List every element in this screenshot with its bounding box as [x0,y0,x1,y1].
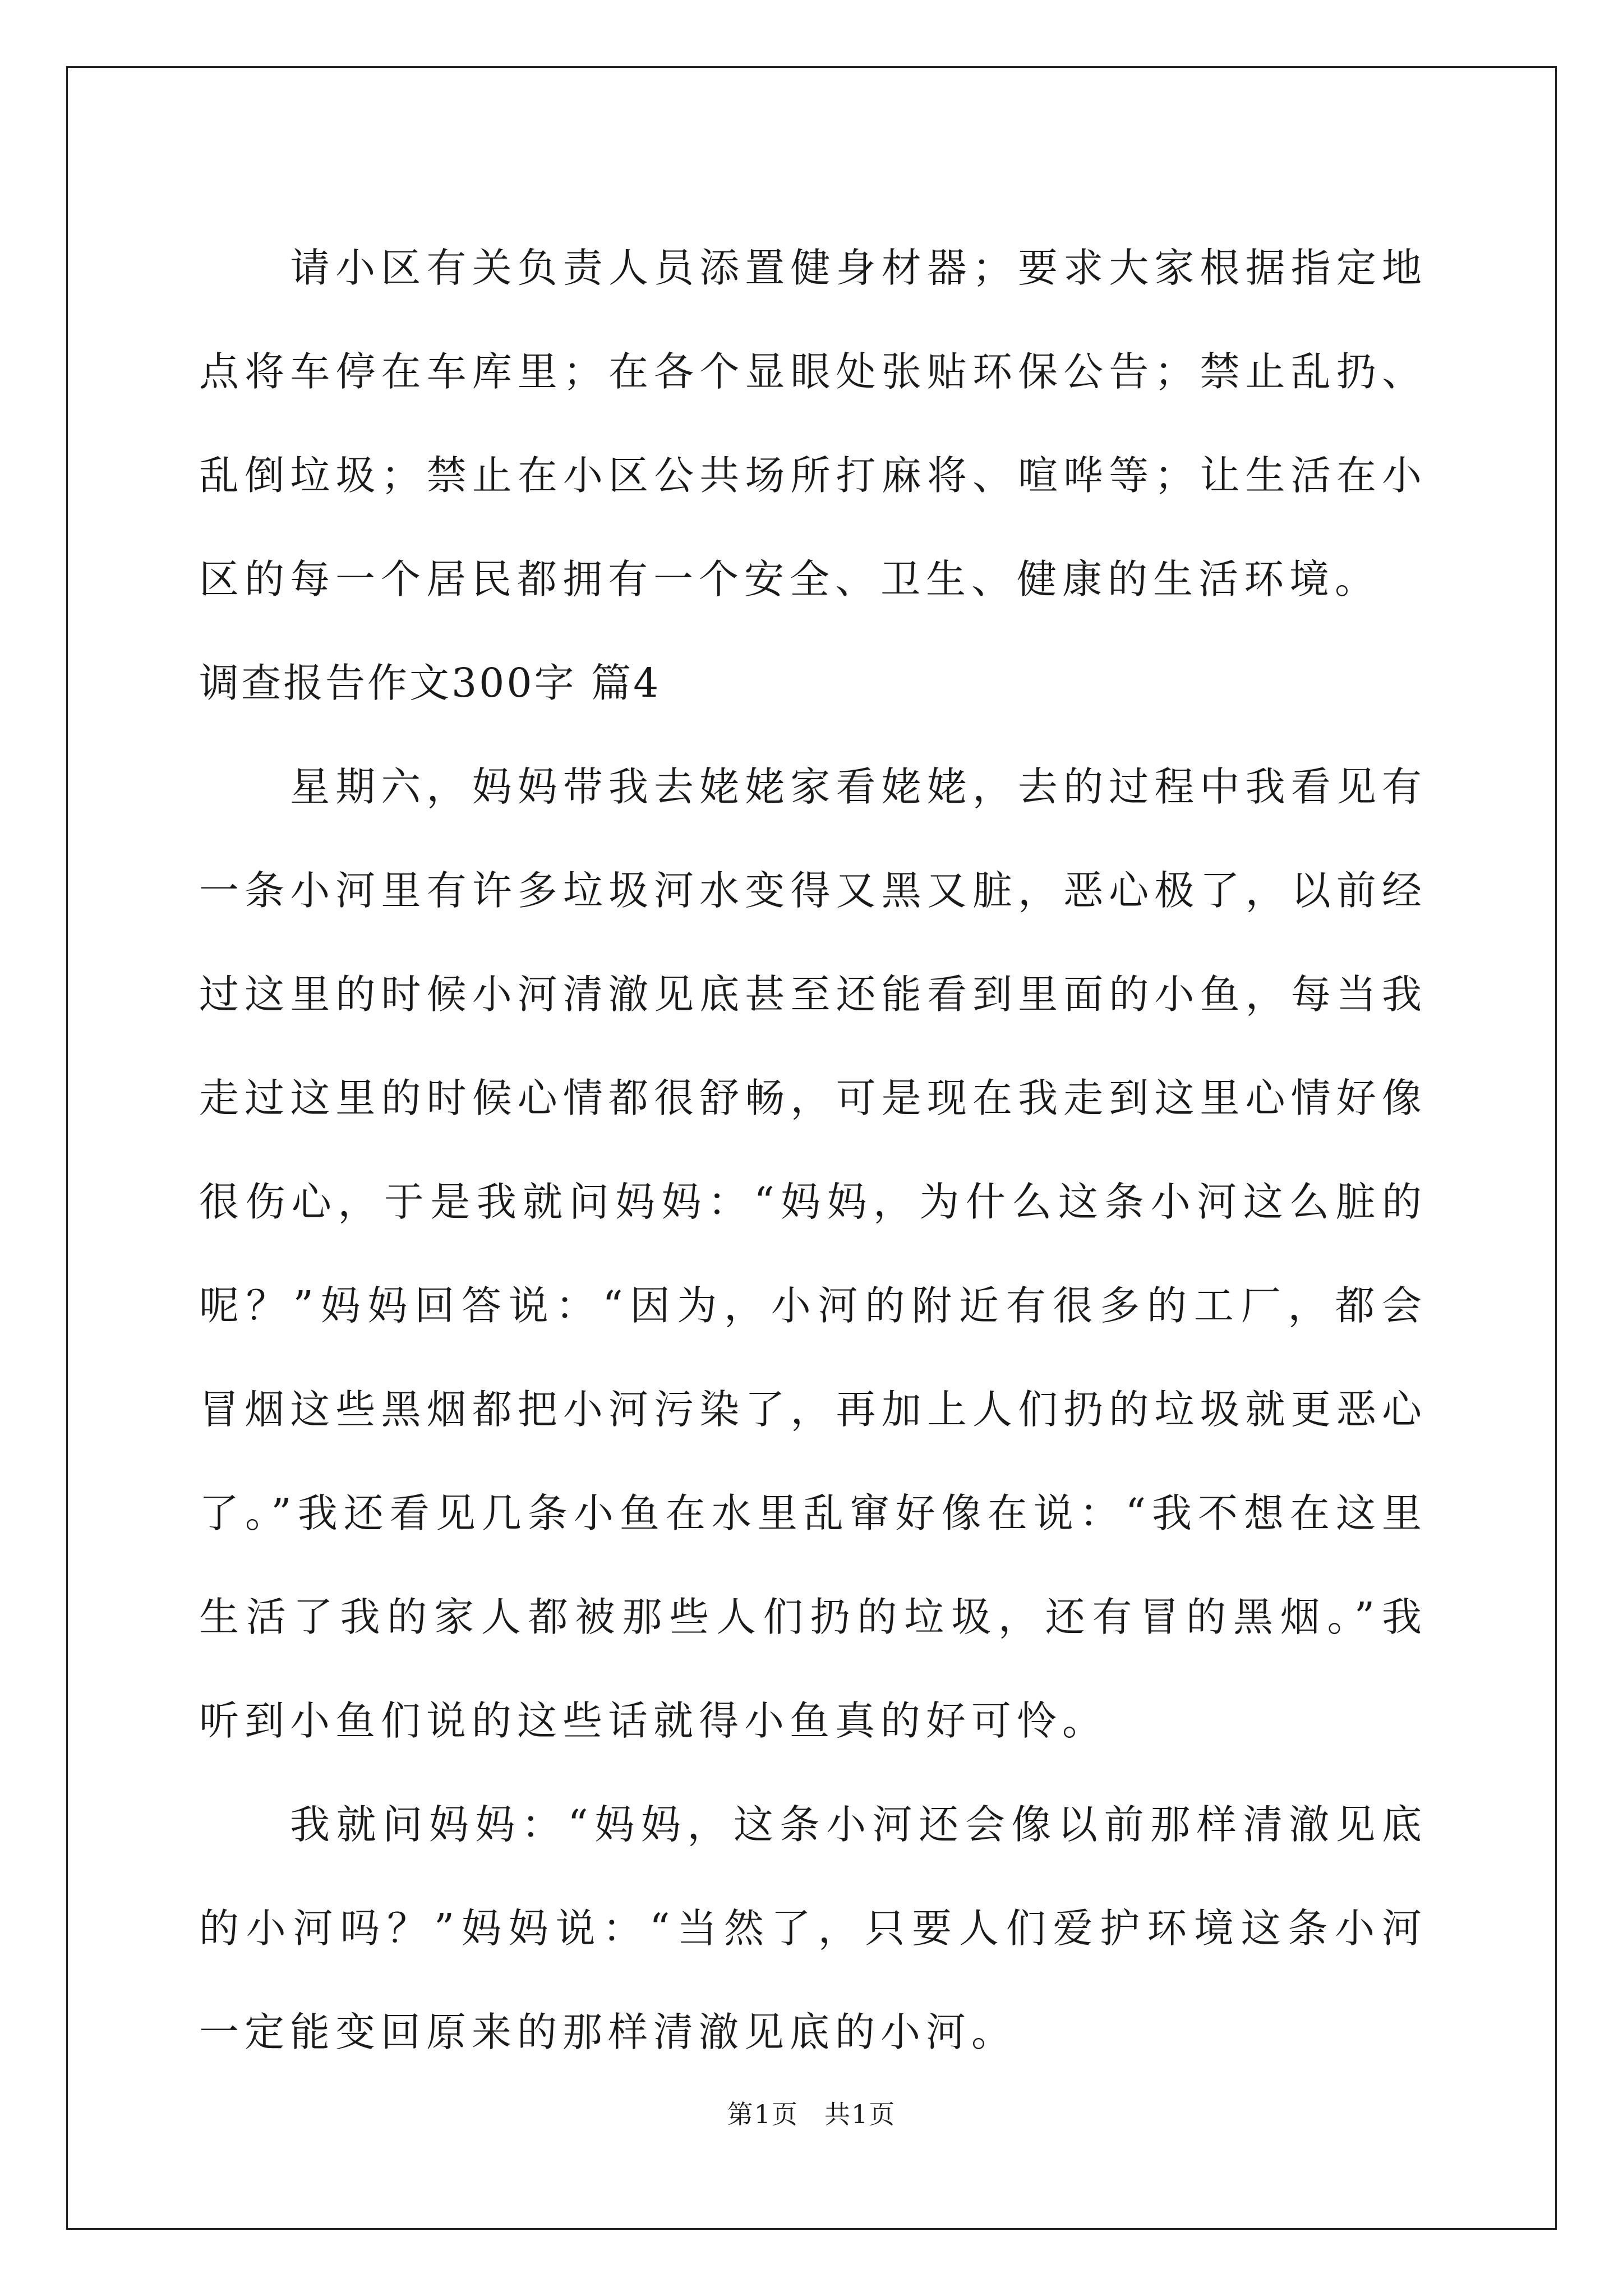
document-body [199,216,1427,2084]
page-total: 共1页 [824,2099,896,2129]
page-footer [0,2094,1623,2131]
paragraph-2: 星期六，妈妈带我去姥姥家看姥姥，去的过程中我看见有一条小河里有许多垃圾河水变得又黑又脏，恶心极了，以前经过这里的时候小河清澈见底甚至还能看到里面的小鱼，每当我走过这里的时候心情都很舒畅，可是现在我走到这里心情好像很伤心，于是我就问妈妈：“妈妈，为什么这条小河这么脏的呢？”妈妈回答说：“因为，小河的附近有很多的工厂，都会冒烟这些黑烟都把小河污染了，再加上人们扔的垃圾就更恶心了。”我还看见几条小鱼在水里乱窜好像在说：“我不想在这里生活了我的家人都被那些人们扔的垃圾，还有冒的黑烟。”我听到小鱼们说的这些话就得小鱼真的好可怜。 [199,763,1427,1744]
page-number: 第1页 [727,2099,799,2129]
paragraph-3: 我就问妈妈：“妈妈，这条小河还会像以前那样清澈见底的小河吗？”妈妈说：“当然了，只要人们爱护环境这条小河一定能变回原来的那样清澈见底的小河。 [199,1801,1427,2055]
paragraph-1: 请小区有关负责人员添置健身材器；要求大家根据指定地点将车停在车库里；在各个显眼处张贴环保公告；禁止乱扔、乱倒垃圾；禁止在小区公共场所打麻将、喧哗等；让生活在小区的每一个居民都拥有一个安全、卫生、健康的生活环境。 [199,245,1427,602]
section-heading: 调查报告作文300字 篇4 [199,660,661,706]
